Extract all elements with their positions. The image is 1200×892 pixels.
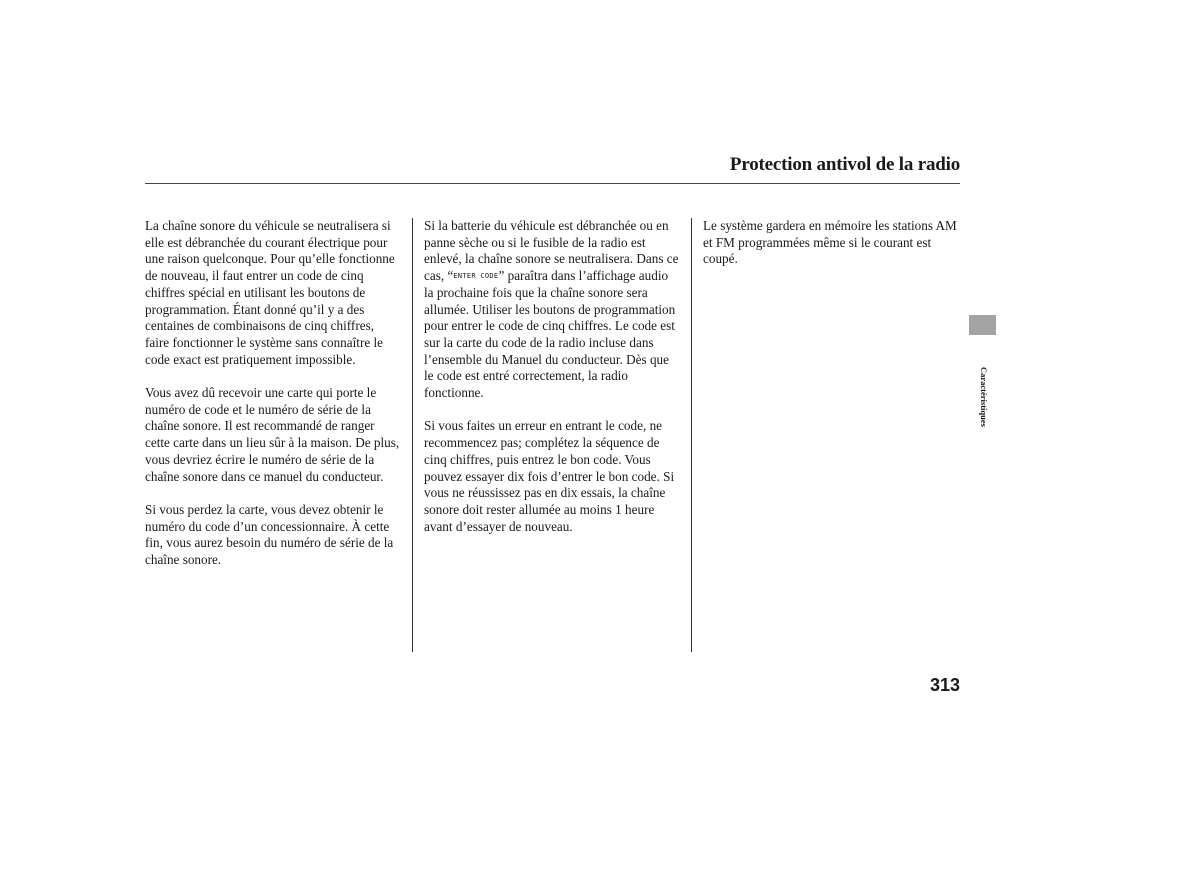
paragraph: Si vous perdez la carte, vous devez obtenir le numéro du code d’un concessionnaire. À cette fin, vous aurez besoin du numéro de série de la chaîne sonore.	[145, 501, 394, 568]
column-divider	[691, 218, 692, 652]
section-label	[977, 367, 991, 427]
paragraph	[424, 218, 680, 402]
enter-code-display-text: ENTER CODE	[453, 272, 499, 281]
column-divider	[412, 218, 413, 652]
paragraph-text: ” paraîtra dans l’affichage audio la prochaine fois que la chaîne sonore sera allumée. Utiliser les boutons de programmation pour entrer le code de cinq chiffres. Le code est sur la carte du code de la radio incluse dans l’ensemble du Manuel du conducteur. Dès que le code est entré correctement, la radio fonctionne.	[424, 268, 676, 401]
page-number: 313	[929, 675, 960, 695]
paragraph: Si vous faites un erreur en entrant le code, ne recommencez pas; complétez la séquence de cinq chiffres, puis entrez le bon code. Vous pouvez essayer dix fois d’entrer le bon code. Si vous ne réussissez pas en dix essais, la chaîne sonore doit rester allumée au moins 1 heure avant d’essayer de nouveau.	[424, 418, 675, 534]
section-label-text: Caractéristiques	[979, 367, 989, 427]
page-title: Protection antivol de la radio	[729, 154, 960, 175]
text-column-1	[145, 218, 401, 585]
text-column-3	[703, 218, 959, 285]
section-tab-marker	[969, 315, 996, 335]
paragraph-text: Si la batterie du véhicule est débranchée ou en panne sèche ou si le fusible de la radio est enlevé, la chaîne sonore se neutralisera. Dans ce cas, “	[424, 218, 679, 284]
title-divider	[145, 183, 960, 184]
paragraph: Le système gardera en mémoire les stations AM et FM programmées même si le courant est coupé.	[703, 218, 957, 267]
paragraph: La chaîne sonore du véhicule se neutralisera si elle est débranchée du courant électrique pour une raison quelconque. Pour qu’elle fonctionne de nouveau, il faut entrer un code de cinq chiffres spécial en utilisant les boutons de programmation. Étant donné qu’il y a des centaines de combinaisons de cinq chiffres, faire fonctionner le système sans connaître le code exact est pratiquement impossible.	[145, 218, 395, 367]
text-column-2	[424, 218, 680, 552]
paragraph: Vous avez dû recevoir une carte qui porte le numéro de code et le numéro de série de la chaîne sonore. Il est recommandé de ranger cette carte dans un lieu sûr à la maison. De plus, vous devriez écrire le numéro de série de la chaîne sonore dans ce manuel du conducteur.	[145, 385, 400, 484]
